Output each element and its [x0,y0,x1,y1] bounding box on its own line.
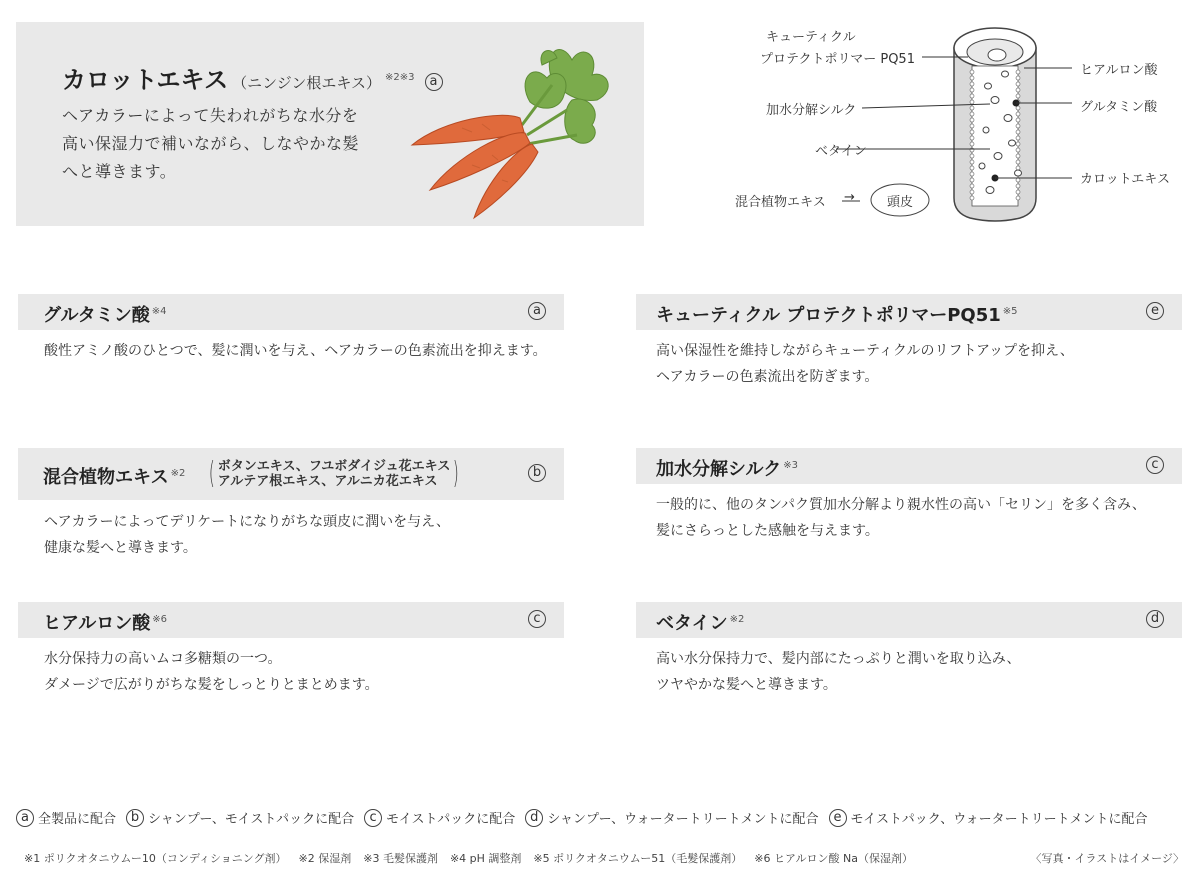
desc-line: 酸性アミノ酸のひとつで、髪に潤いを与え、ヘアカラーの色素流出を抑えます。 [44,343,547,359]
label-betaine: ベタイン [815,144,867,159]
carrot-feature-panel [16,22,644,226]
legend-mark-badge: b [126,809,144,827]
legend-item [364,808,515,827]
carrot-desc-line: 高い保湿力で補いながら、しなやかな髪 [62,134,360,153]
label-carrot: カロットエキス [1080,172,1170,187]
section-silk-title [656,448,798,488]
section-plant-ingredients [206,456,462,492]
desc-line: 一般的に、他のタンパク質加水分解より親水性の高い「セリン」を多く含み、 [656,497,1146,513]
desc-line: 健康な髪へと導きます。 [44,540,197,556]
section-plant-desc [44,509,450,561]
section-mark-badge: e [1146,302,1164,320]
legend-text: モイストパックに配合 [386,812,516,827]
section-hyaluronic-title [43,602,167,642]
paren-close: ) [453,456,460,491]
carrot-mark-badge: a [425,73,443,91]
section-hyaluronic-desc [44,646,379,698]
footnotes [24,850,913,866]
hair-structure-diagram [720,8,1190,238]
legend-item [525,808,818,827]
carrot-desc-line: ヘアカラーによって失われがちな水分を [62,106,359,125]
footnote: ※5 ポリクオタニウムー51（毛髪保護剤） [533,852,743,865]
section-silk-header [636,448,1182,484]
plant-ingredients-line: アルテア根エキス、アルニカ花エキス [217,474,438,489]
carrot-title-text: カロットエキス [62,66,229,94]
desc-line: ダメージで広がりがちな髪をしっとりとまとめます。 [44,677,379,693]
image-disclaimer: 〈写真・イラストはイメージ〉 [1030,852,1184,865]
desc-line: ヘアカラーによってデリケートになりがちな頭皮に潤いを与え、 [44,514,450,530]
legend-text: シャンプー、ウォータートリートメントに配合 [547,812,819,827]
legend-mark-badge: a [16,809,34,827]
section-title-text: 加水分解シルク [656,459,782,480]
product-legend [16,808,1154,827]
section-title-text: 混合植物エキス [43,467,169,488]
section-mark-badge: a [528,302,546,320]
section-note: ※5 [1002,306,1018,317]
footnote: ※4 pH 調整剤 [449,852,522,865]
label-silk: 加水分解シルク [766,103,857,118]
footnote: ※6 ヒアルロン酸 Na（保湿剤） [754,852,913,865]
desc-line: 髪にさらっとした感触を与えます。 [656,523,879,539]
section-mark-badge: c [528,610,546,628]
carrot-title [62,60,443,95]
legend-mark-badge: c [364,809,382,827]
section-title-text: ベタイン [656,613,728,634]
desc-line: 高い保湿性を維持しながらキューティクルのリフトアップを抑え、 [656,343,1074,359]
section-plant-title [43,448,185,504]
legend-text: モイストパック、ウォータートリートメントに配合 [850,812,1148,827]
carrot-description [62,102,392,186]
label-cuticle-line1: キューティクル [766,30,856,45]
desc-line: 高い水分保持力で、髪内部にたっぷりと潤いを取り込み、 [656,651,1021,667]
paren-open: ( [208,456,215,491]
desc-line: ツヤやかな髪へと導きます。 [656,677,837,693]
legend-mark-badge: e [829,809,847,827]
section-hyaluronic-header [18,602,564,638]
section-glutamic-title [43,294,167,334]
desc-line: ヘアカラーの色素流出を防ぎます。 [656,369,879,385]
section-betaine-header [636,602,1182,638]
section-note: ※2 [170,468,186,479]
section-mark-badge: c [1146,456,1164,474]
carrot-illustration [402,40,632,220]
arrow-icon: → [844,190,855,205]
section-glutamic-desc [44,338,547,364]
section-title-text: グルタミン酸 [43,305,150,326]
legend-text: 全製品に配合 [38,812,117,827]
footnote: ※1 ポリクオタニウムー10（コンディショニング剤） [24,852,287,865]
section-title-text: キューティクル プロテクトポリマーPQ51 [656,305,1001,326]
section-mark-badge: d [1146,610,1164,628]
section-note: ※3 [783,460,798,471]
desc-line: 水分保持力の高いムコ多糖類の一つ。 [44,651,282,667]
section-title-text: ヒアルロン酸 [43,613,151,634]
label-glutamic: グルタミン酸 [1080,100,1158,115]
label-plant-mix: 混合植物エキス [735,195,826,210]
legend-item [126,808,354,827]
section-glutamic-header [18,294,564,330]
footnote: ※2 保湿剤 [298,852,352,865]
carrot-note: ※2※3 [385,72,415,83]
label-scalp: 頭皮 [887,195,914,210]
label-hyaluronic: ヒアルロン酸 [1080,63,1158,78]
section-note: ※6 [152,614,168,625]
section-betaine-title [656,602,744,642]
section-note: ※2 [729,614,745,625]
plant-ingredients-line: ボタンエキス、フユボダイジュ花エキス [217,459,451,474]
footnote: ※3 毛髪保護剤 [363,852,438,865]
section-cuticle-title [656,294,1018,334]
label-cuticle-line2: プロテクトポリマー PQ51 [760,52,915,67]
legend-item [16,808,116,827]
section-cuticle-header [636,294,1182,330]
section-note: ※4 [151,306,167,317]
legend-item [829,808,1148,827]
section-silk-desc [656,492,1146,544]
legend-mark-badge: d [525,809,543,827]
legend-text: シャンプー、モイストパックに配合 [148,812,355,827]
section-plant-header [18,448,564,500]
carrot-subtitle: （ニンジン根エキス） [232,74,382,92]
section-mark-badge: b [528,464,546,482]
section-betaine-desc [656,646,1021,698]
carrot-desc-line: へと導きます。 [62,162,177,181]
section-cuticle-desc [656,338,1074,390]
